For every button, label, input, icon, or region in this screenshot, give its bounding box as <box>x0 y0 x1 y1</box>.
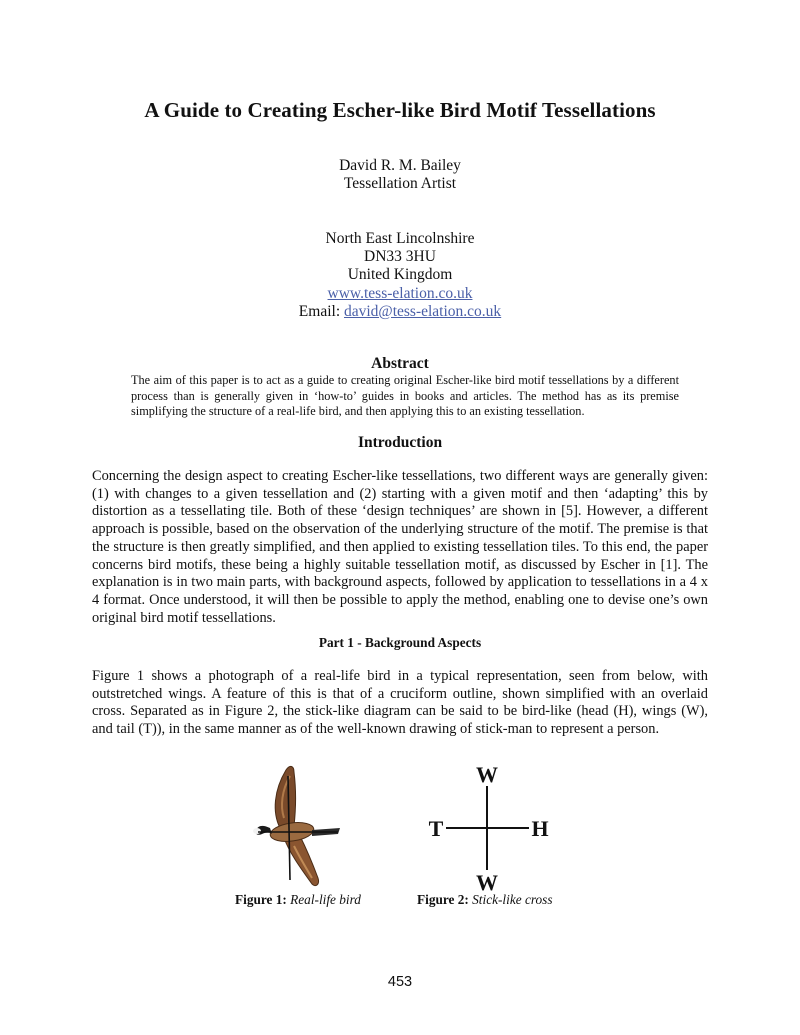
email-line <box>0 303 800 321</box>
bird-photo-figure <box>250 762 350 890</box>
figure2-caption <box>417 892 553 908</box>
wing-bottom-label: W <box>476 870 498 894</box>
address-block <box>0 230 800 321</box>
part1-text: Figure 1 shows a photograph of a real-life bird in a typical representation, seen from below, with outstretched wings. A feature of this is that of a cruciform outline, shown simplified with an overlaid cross. Separated as in Figure 2, the stick-like diagram can be said to be bird-like (head (H), wings (W), and tail (T)), in the same manner as of the well-known drawing of stick-man to represent a person. <box>92 668 708 738</box>
introduction-heading: Introduction <box>357 434 443 451</box>
head-label: H <box>531 816 549 841</box>
page-number: 453 <box>387 974 413 990</box>
wing-top-label: W <box>476 762 498 787</box>
figure2-label: Figure 2: <box>417 892 469 907</box>
address-line2: DN33 3HU <box>364 248 436 266</box>
abstract-heading: Abstract <box>371 355 429 372</box>
author-role: Tessellation Artist <box>343 175 457 193</box>
paper-title: A Guide to Creating Escher-like Bird Motif Tessellations <box>144 98 656 122</box>
figure2-caption-text: Stick-like cross <box>472 892 553 907</box>
address-line3: United Kingdom <box>347 266 453 284</box>
author-block <box>0 157 800 193</box>
figure1-label: Figure 1: <box>235 892 287 907</box>
part1-heading: Part 1 - Background Aspects <box>318 635 482 650</box>
introduction-text: Concerning the design aspect to creating Escher-like tessellations, two different ways are generally given: (1) with changes to a given tessellation and (2) starting with a given motif and then ‘adapting’ this by distortion as a tessellating tile. Both of these ‘design techniques’ are shown in [5]. However, a different approach is possible, based on the observation of the underlying structure of the motif. The premise is that the structure is then greatly simplified, and then applied to existing tessellation tiles. To this end, the paper concerns bird motifs, these being a highly suitable tessellation motif, as discussed by Escher in [1]. The explanation is in two main parts, with background aspects, followed by application to tessellations in a 4 x 4 format. Once understood, it will then be possible to apply the method, enabling one to devise one’s own original bird motif tessellations. <box>92 468 708 626</box>
abstract-text: The aim of this paper is to act as a guide to creating original Escher-like bird motif tessellations by a different process than is generally given in ‘how-to’ guides in books and articles. The method has as its premise simplifying the structure of a real-life bird, and then applying this to an existing tessellation. <box>131 373 679 418</box>
figure1-caption <box>235 892 361 908</box>
website-link[interactable]: www.tess-elation.co.uk <box>327 284 473 302</box>
stick-cross-diagram <box>424 762 554 894</box>
email-label: Email: <box>298 302 344 320</box>
email-link[interactable]: david@tess-elation.co.uk <box>344 302 502 320</box>
tail-label: T <box>428 816 444 841</box>
author-name: David R. M. Bailey <box>339 157 461 174</box>
figure1-caption-text: Real-life bird <box>290 892 361 907</box>
address-line1: North East Lincolnshire <box>325 230 475 247</box>
